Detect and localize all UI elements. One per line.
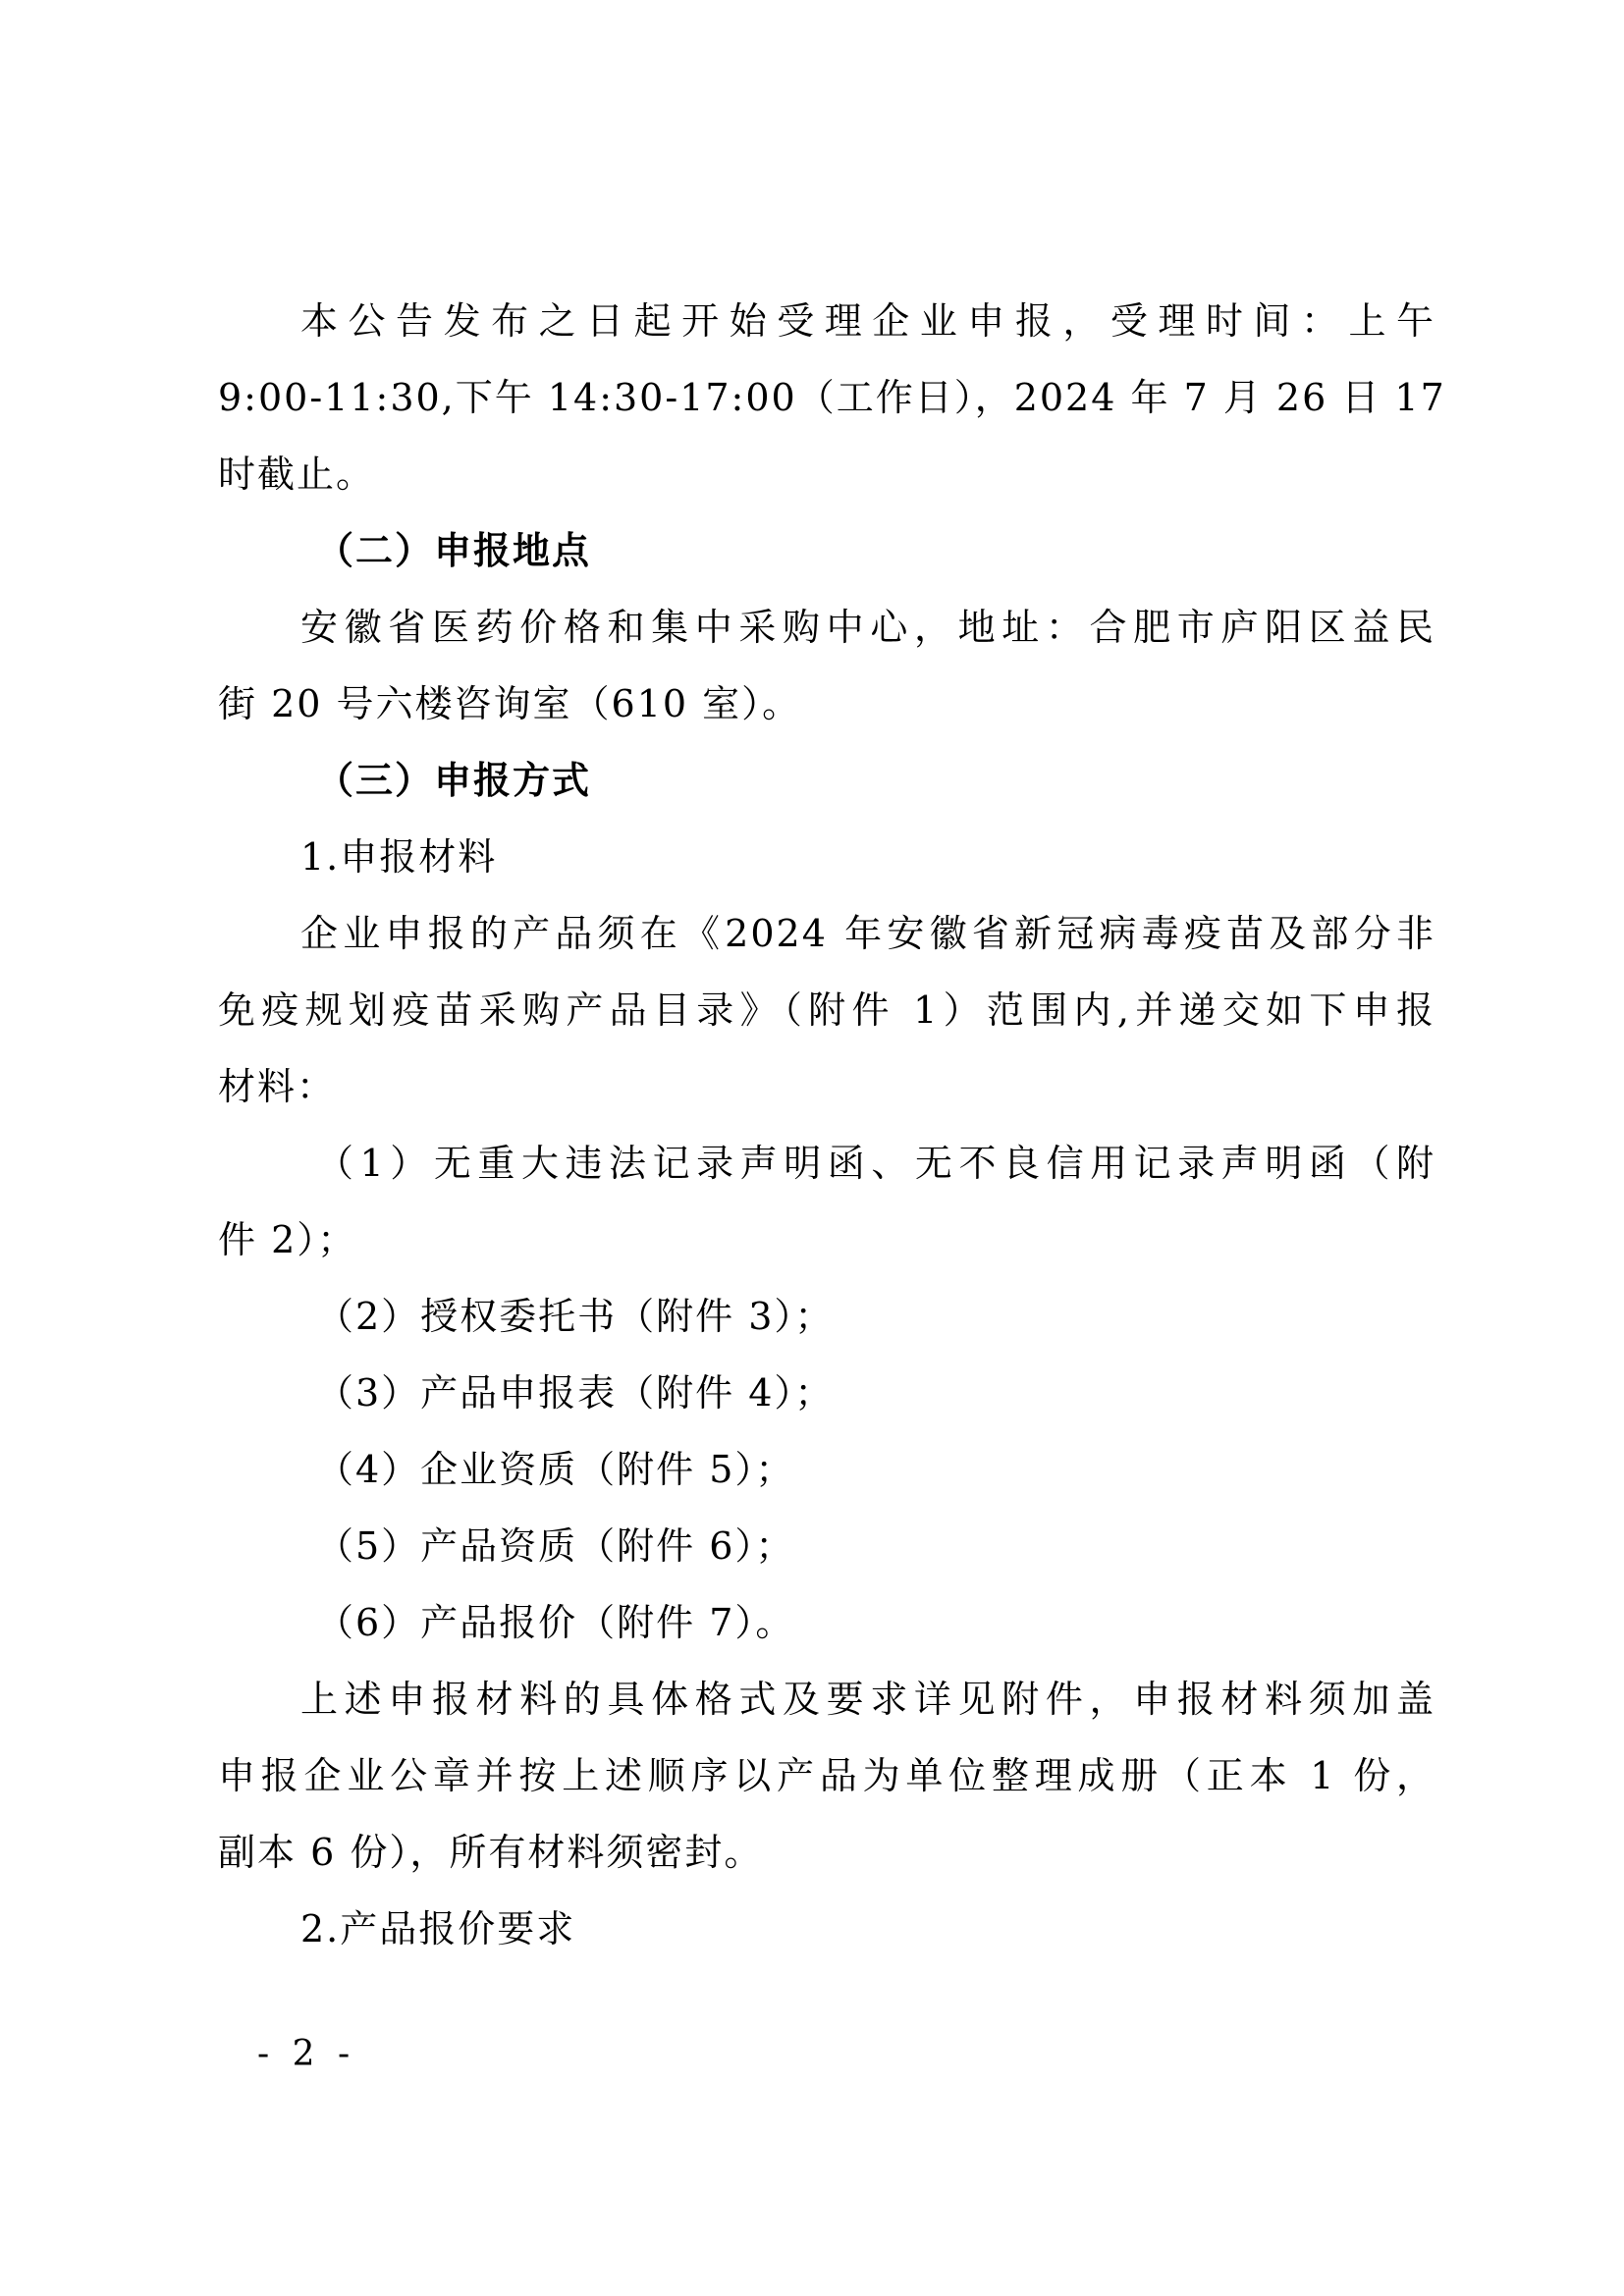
list-item-continuation: 件 2）； bbox=[218, 1218, 357, 1261]
paragraph-line: 安徽省医药价格和集中采购中心，地址：合肥市庐阳区益民 bbox=[300, 606, 1435, 649]
paragraph-line: 本公告发布之日起开始受理企业申报，受理时间：上午 bbox=[300, 299, 1435, 343]
subsection-heading: 2.产品报价要求 bbox=[300, 1907, 576, 1950]
section-heading: （二）申报地点 bbox=[316, 528, 592, 572]
paragraph-line: 街 20 号六楼咨询室（610 室）。 bbox=[218, 682, 802, 725]
paragraph-line: 免疫规划疫苗采购产品目录》（附件 1）范围内,并递交如下申报 bbox=[218, 988, 1435, 1032]
paragraph-line: 副本 6 份），所有材料须密封。 bbox=[218, 1831, 764, 1874]
list-item: （6）产品报价（附件 7）。 bbox=[316, 1601, 795, 1644]
subsection-heading: 1.申报材料 bbox=[300, 835, 498, 879]
list-item: （3）产品申报表（附件 4）； bbox=[316, 1371, 835, 1415]
paragraph-line: 上述申报材料的具体格式及要求详见附件，申报材料须加盖 bbox=[300, 1678, 1435, 1721]
paragraph-line: 企业申报的产品须在《2024 年安徽省新冠病毒疫苗及部分非 bbox=[300, 912, 1435, 955]
list-item: （5）产品资质（附件 6）； bbox=[316, 1524, 795, 1568]
list-item: （4）企业资质（附件 5）； bbox=[316, 1448, 795, 1491]
paragraph-line: 时截止。 bbox=[218, 453, 376, 496]
page-number: - 2 - bbox=[257, 2034, 356, 2074]
list-item: （1）无重大违法记录声明函、无不良信用记录声明函（附 bbox=[316, 1142, 1435, 1185]
paragraph-line: 9:00-11:30,下午 14:30-17:00（工作日），2024 年 7 月 26 日 17 bbox=[218, 376, 1446, 419]
list-item: （2）授权委托书（附件 3）； bbox=[316, 1295, 835, 1338]
section-heading: （三）申报方式 bbox=[316, 758, 592, 802]
document-page bbox=[218, 283, 1446, 1967]
paragraph-line: 材料： bbox=[218, 1065, 337, 1108]
paragraph-line: 申报企业公章并按上述顺序以产品为单位整理成册（正本 1 份， bbox=[218, 1754, 1435, 1797]
